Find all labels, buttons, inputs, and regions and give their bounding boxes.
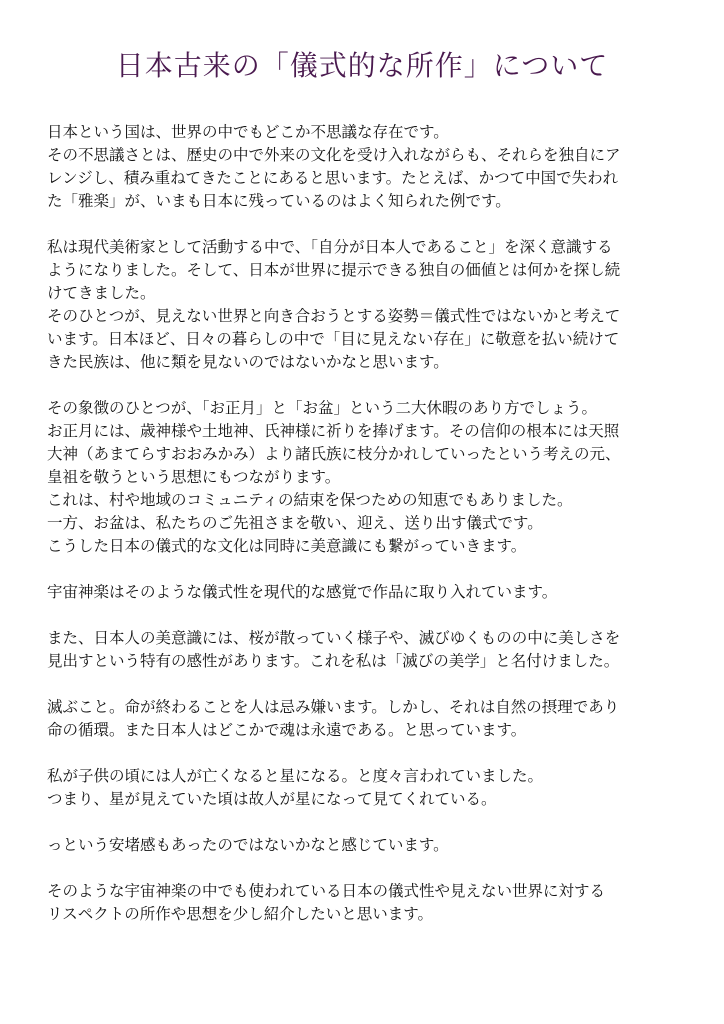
text-line: っという安堵感もあったのではないかなと感じています。	[47, 836, 449, 854]
paragraph	[47, 696, 687, 742]
paragraph	[47, 581, 687, 604]
text-line: レンジし、積み重ねてきたことにあると思います。たとえば、かつて中国で失われ	[47, 169, 619, 187]
paragraph	[47, 627, 687, 673]
text-line: その象徴のひとつが、「お正月」と「お盆」という二大休暇のあり方でしょう。	[47, 399, 597, 417]
document-body	[47, 121, 687, 949]
text-line: 宇宙神楽はそのような儀式性を現代的な感覚で作品に取り入れています。	[47, 583, 558, 601]
text-line: 私は現代美術家として活動する中で、「自分が日本人であること」を深く意識する	[47, 238, 613, 256]
paragraph	[47, 397, 687, 558]
text-line: 一方、お盆は、私たちのご先祖さまを敬い、迎え、送り出す儀式です。	[47, 514, 543, 532]
paragraph	[47, 880, 687, 926]
text-line: そのひとつが、見えない世界と向き合おうとする姿勢＝儀式性ではないかと考えて	[47, 307, 621, 325]
text-line: けてきました。	[47, 284, 156, 302]
text-line: 滅ぶこと。命が終わることを人は忌み嫌います。しかし、それは自然の摂理であり	[47, 698, 620, 716]
text-line: 日本という国は、世界の中でもどこか不思議な存在です。	[47, 123, 449, 141]
text-line: リスペクトの所作や思想を少し紹介したいと思います。	[47, 905, 433, 923]
text-line: きた民族は、他に類を見ないのではないかなと思います。	[47, 353, 449, 371]
page-title: 日本古来の「儀式的な所作」について	[115, 49, 609, 82]
paragraph	[47, 121, 687, 213]
text-line: つまり、星が見えていた頃は故人が星になって見てくれている。	[47, 790, 497, 808]
text-line: 見出すという特有の感性があります。これを私は「滅びの美学」と名付けました。	[47, 652, 620, 670]
text-line: そのような宇宙神楽の中でも使われている日本の儀式性や見えない世界に対する	[47, 882, 606, 900]
paragraph	[47, 834, 687, 857]
text-line: 大神（あまてらすおおみかみ）より諸氏族に枝分かれしていったという考えの元、	[47, 445, 621, 463]
text-line: います。日本ほど、日々の暮らしの中で「目に見えない存在」に敬意を払い続けて	[47, 330, 620, 348]
text-line: その不思議さとは、歴史の中で外来の文化を受け入れながらも、それらを独自にア	[47, 146, 621, 164]
text-line: 命の循環。また日本人はどこかで魂は永遠である。と思っています。	[47, 721, 527, 739]
text-line: 皇祖を敬うという思想にもつながります。	[47, 468, 341, 486]
text-line: また、日本人の美意識には、桜が散っていく様子や、滅びゆくものの中に美しさを	[47, 629, 621, 647]
text-line: こうした日本の儀式的な文化は同時に美意識にも繋がっていきます。	[47, 537, 527, 555]
text-line: 私が子供の頃には人が亡くなると星になる。と度々言われていました。	[47, 767, 544, 785]
text-line: ようになりました。そして、日本が世界に提示できる独自の価値とは何かを探し続	[47, 261, 621, 279]
text-line: これは、村や地域のコミュニティの結束を保つための知恵でもありました。	[47, 491, 573, 509]
paragraph	[47, 236, 687, 374]
text-line: た「雅楽」が、いまも日本に残っているのはよく知られた例です。	[47, 192, 511, 210]
paragraph	[47, 765, 687, 811]
text-line: お正月には、歳神様や土地神、氏神様に祈りを捧げます。その信仰の根本には天照	[47, 422, 620, 440]
